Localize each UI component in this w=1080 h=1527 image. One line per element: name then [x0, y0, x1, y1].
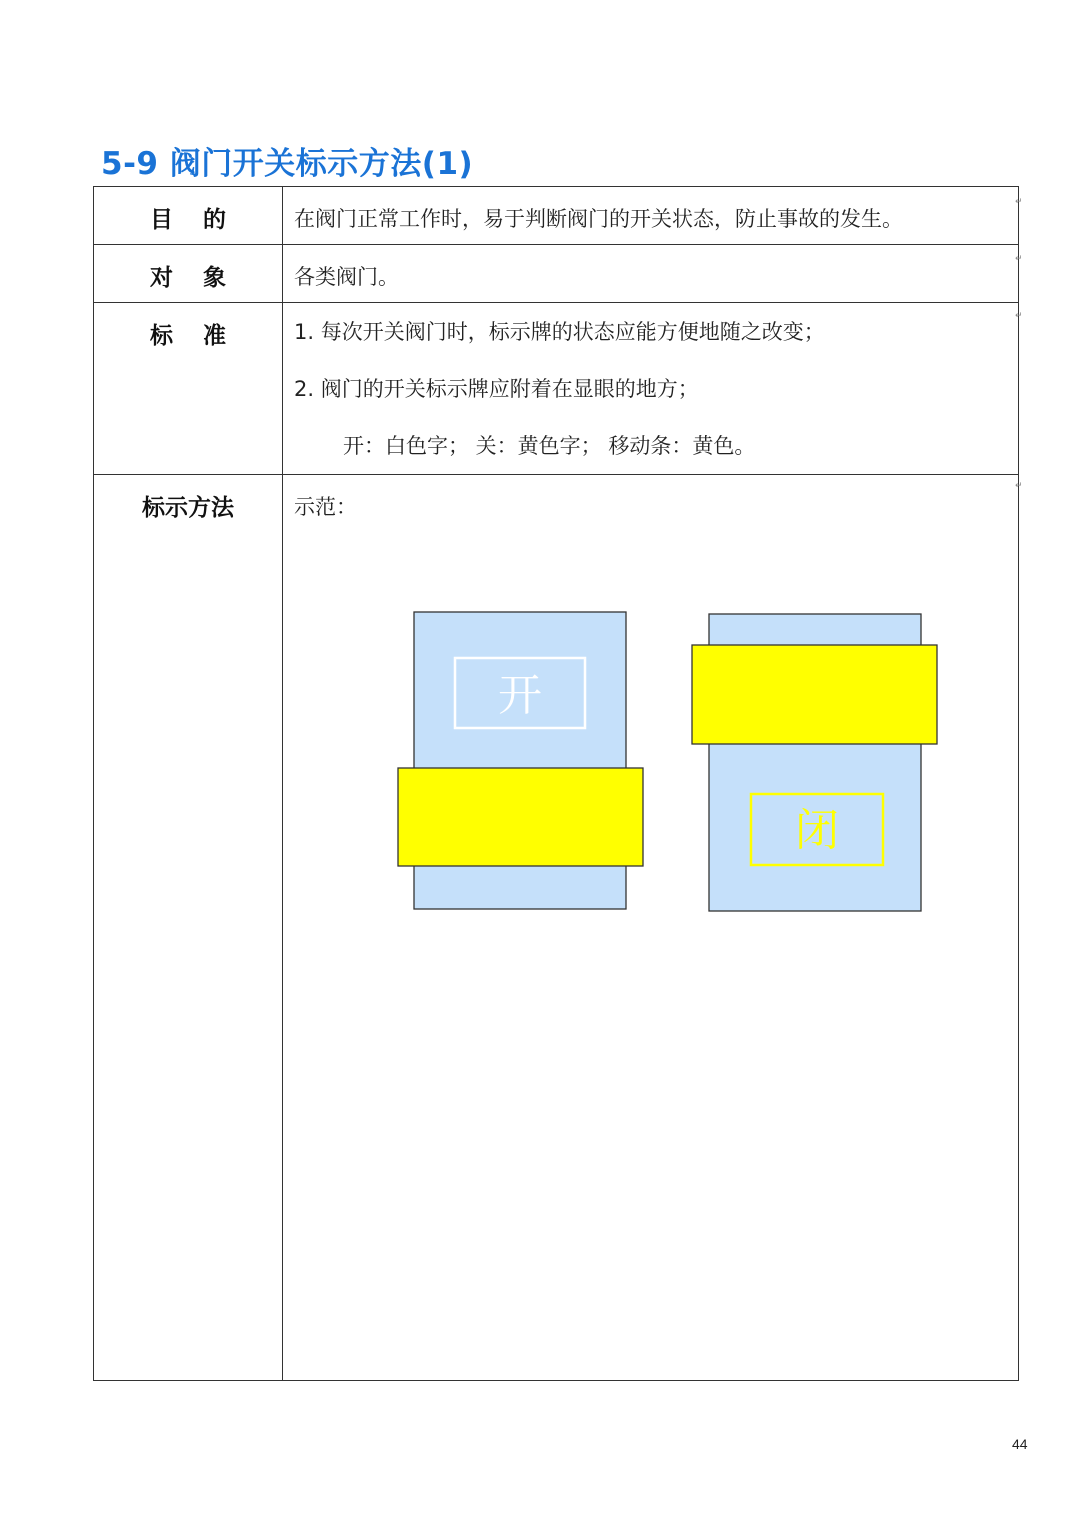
- standard-label: 标准: [150, 323, 256, 349]
- content-cell-object: [283, 245, 1019, 303]
- method-label: 标示方法: [142, 495, 234, 521]
- table-row-standard: [94, 303, 1019, 475]
- content-cell-standard: [283, 303, 1019, 475]
- page-title: 5-9 阀门开关标示方法(1): [101, 146, 474, 182]
- purpose-label: 目的: [150, 207, 256, 233]
- label-cell-object: [94, 245, 283, 303]
- page-number: 44: [1012, 1436, 1028, 1452]
- content-cell-purpose: [283, 187, 1019, 245]
- closed-valve-sign: [692, 614, 937, 911]
- standard-line-2: 2. 阀门的开关标示牌应附着在显眼的地方；: [294, 377, 699, 401]
- table-row-object: [94, 245, 1019, 303]
- open-sign-text: 开: [498, 670, 542, 721]
- label-cell-method: [94, 475, 283, 1381]
- paragraph-mark-icon: ↵: [1015, 197, 1023, 207]
- demo-label: 示范：: [294, 495, 357, 519]
- content-cell-method: [283, 475, 1019, 1381]
- object-label: 对象: [150, 265, 256, 291]
- table-row-purpose: [94, 187, 1019, 245]
- table-row-method: [94, 475, 1019, 1381]
- paragraph-mark-icon: ↵: [1015, 254, 1023, 264]
- label-cell-standard: [94, 303, 283, 475]
- object-text: 各类阀门。: [294, 265, 399, 289]
- spec-table: [93, 186, 1019, 1381]
- open-slider-bar: [398, 768, 643, 866]
- purpose-text: 在阀门正常工作时，易于判断阀门的开关状态，防止事故的发生。: [294, 207, 903, 231]
- valve-sign-demo: [283, 475, 1019, 1380]
- paragraph-mark-icon: ↵: [1015, 481, 1023, 491]
- standard-line-1: 1. 每次开关阀门时，标示牌的状态应能方便地随之改变；: [294, 320, 825, 344]
- standard-line-3: 开：白色字； 关：黄色字； 移动条：黄色。: [343, 434, 756, 458]
- closed-sign-text: 闭: [795, 805, 839, 856]
- open-valve-sign: [398, 612, 643, 909]
- paragraph-mark-icon: ↵: [1015, 311, 1023, 321]
- closed-slider-bar: [692, 645, 937, 744]
- label-cell-purpose: [94, 187, 283, 245]
